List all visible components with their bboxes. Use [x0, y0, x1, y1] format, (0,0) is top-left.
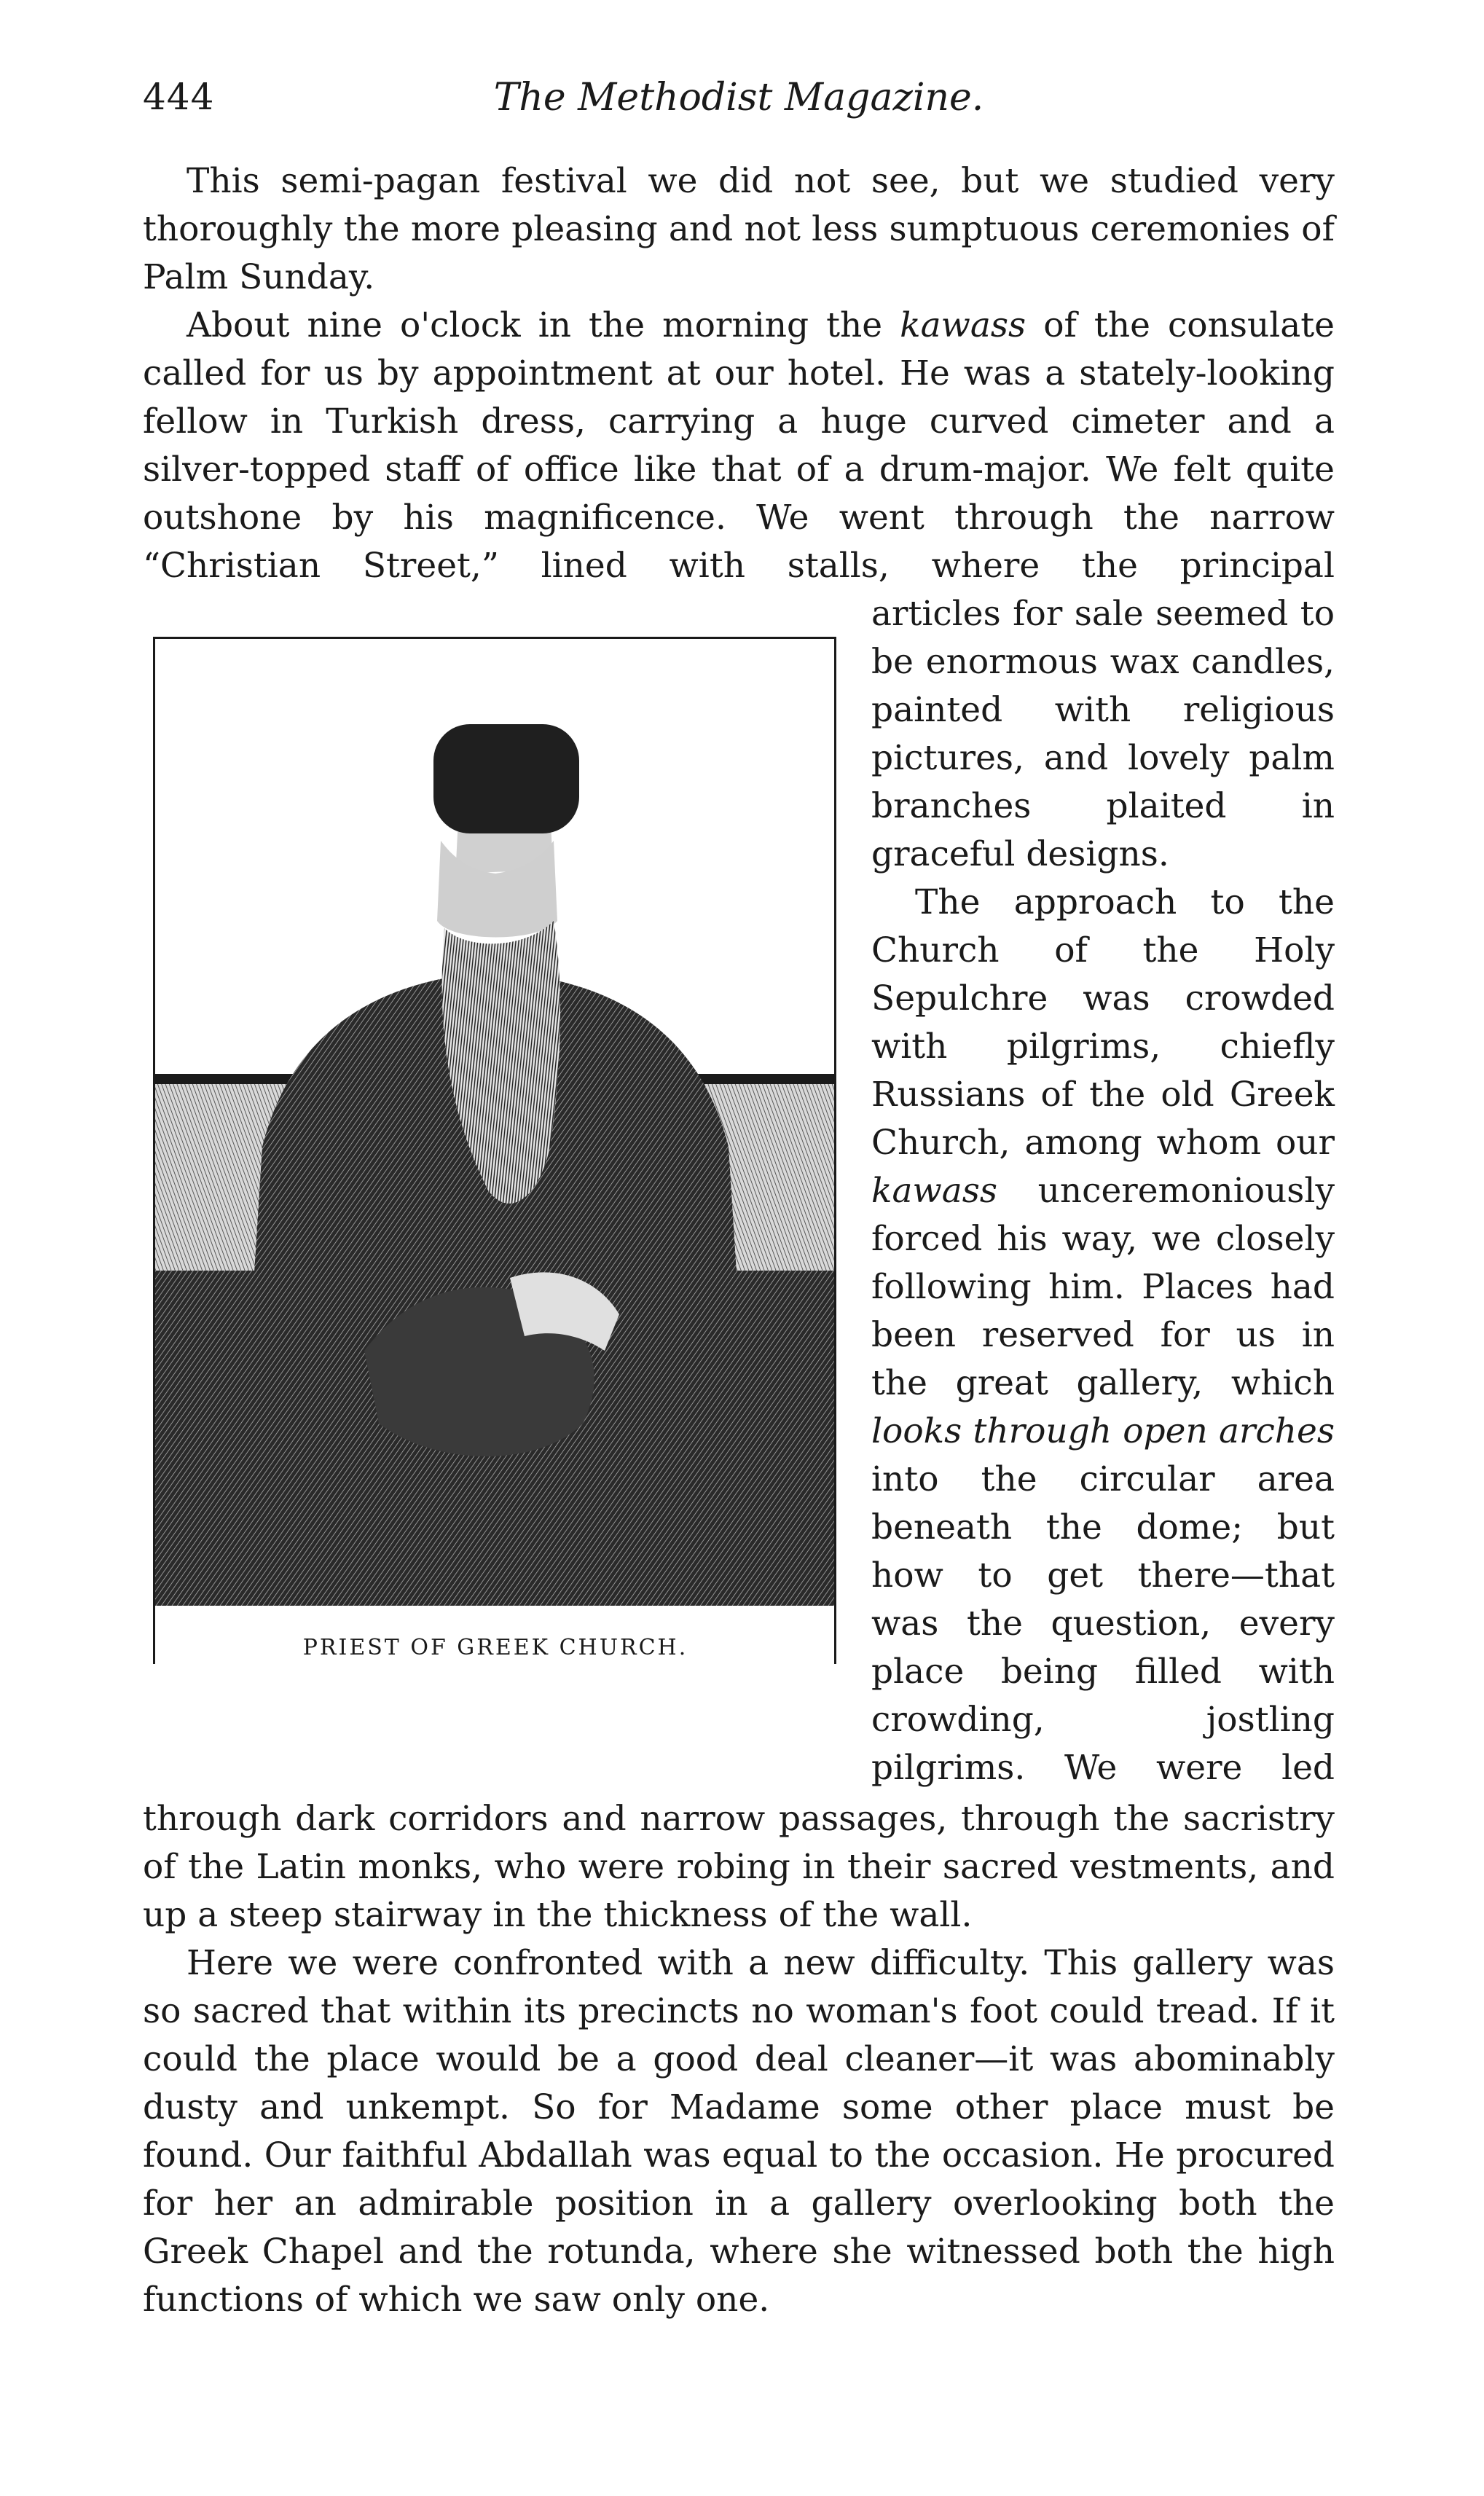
- priest-engraving-image: [146, 637, 845, 1628]
- italic-phrase: looks through open arches: [871, 1411, 1335, 1451]
- paragraph-candles-palms: articles for sale seemed to be enormous wax candles, painted with religious pictures, and lovely palm branches plaited in graceful designs.: [871, 594, 1335, 874]
- paragraph-palm-sunday: This semi-pagan festival we did not see, but we studied very thoroughly the more pleasing and not less sumptuous ceremonies of Palm Sunday.: [143, 161, 1335, 297]
- running-title: The Methodist Magazine.: [493, 76, 984, 119]
- figure-caption: PRIEST OF GREEK CHURCH.: [302, 1635, 688, 1660]
- paragraph-text: About nine o'clock in the morning the: [187, 305, 900, 345]
- paragraph-gallery-difficulty: Here we were confronted with a new difficulty. This gallery was so sacred that within its precincts no woman's foot could tread. If it could the place would be a good deal cleaner—it was abominably dusty and unkempt. So for Madame some other place must be found. Our faithful Abdallah was equal to the occasion. He procured for her an admirable position in a gallery overlooking both the Greek Chapel and the rotunda, where she witnessed both the high functions of which we saw only one.: [143, 1943, 1335, 2320]
- page-header: [143, 76, 1335, 134]
- kawass-term: kawass: [900, 305, 1026, 345]
- paragraph-text: into the circular area beneath the dome; but how to get there—that was the question, every place being filled with crowding, jostling pilgrims. We were led: [871, 1459, 1335, 1788]
- paragraph-text: of the consulate called for us by appointment at our hotel. He was a stately-looking fellow in Turkish dress, carrying a huge curved cimeter and a silver-topped staff of office like that of a drum-major. We felt quite outshone by his magnificence. We went through the narrow “Christian Street,” lined with stalls, where the principal: [143, 305, 1335, 586]
- kawass-term: kawass: [871, 1171, 997, 1211]
- paragraph-holy-sepulchre: [871, 879, 1335, 1792]
- paragraph-kawass-arrival: [143, 302, 1335, 590]
- opening-text-block: [143, 157, 1335, 590]
- closing-text-block: [143, 1795, 1335, 2324]
- paragraph-text: unceremoniously forced his way, we closely following him. Places had been reserved for us in the great gallery, which: [871, 1171, 1335, 1403]
- priest-illustration-figure: [146, 637, 845, 1708]
- paragraph-corridors: through dark corridors and narrow passages, through the sacristry of the Latin monks, who were robing in their sacred vestments, and up a steep stairway in the thickness of the wall.: [143, 1799, 1335, 1935]
- page-number: 444: [143, 76, 215, 118]
- side-text-column: [871, 590, 1335, 1792]
- paragraph-text: The approach to the Church of the Holy Sepulchre was crowded with pilgrims, chiefly Russians of the old Greek Church, among whom our: [871, 882, 1335, 1163]
